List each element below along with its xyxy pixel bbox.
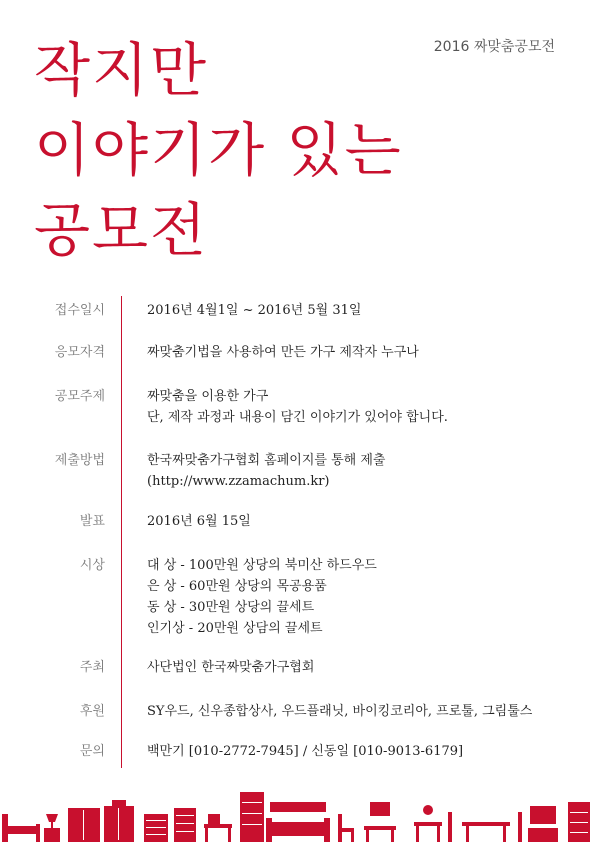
poster-title [34,30,403,270]
title-line: 이야기가 있는 [34,116,403,184]
detail-label: 주최 [79,660,105,675]
detail-line: 짜맞춤기법을 사용하여 만든 가구 제작자 누구나 [147,345,419,360]
detail-line: 2016년 6월 15일 [147,514,251,529]
detail-value [147,555,377,639]
detail-value [147,450,385,492]
detail-line: 인기상 - 20만원 상담의 끌세트 [147,621,323,636]
vertical-divider [121,296,122,768]
title-line: 공모전 [34,196,209,264]
detail-line: (http://www.zzamachum.kr) [147,474,330,489]
lamp-icon [44,814,60,842]
detail-label: 발표 [79,514,105,529]
detail-label: 후원 [79,704,105,719]
detail-value [147,386,448,428]
detail-label: 응모자격 [54,345,105,360]
tv-icon [528,806,558,842]
wardrobe-icon [68,800,134,842]
detail-value [147,300,361,321]
bed-icon [2,814,40,842]
bookshelf-icon [240,792,264,842]
detail-line: 대 상 - 100만원 상당의 북미산 하드우드 [147,558,377,573]
detail-label: 시상 [79,558,105,573]
drawer-chest-icon [144,808,196,842]
sofa-icon [266,802,330,842]
cabinet-icon [568,802,590,842]
detail-value [147,342,419,363]
detail-value [147,511,251,532]
detail-line: 은 상 - 60만원 상당의 목공용품 [147,579,327,594]
furniture-illustration [0,784,595,842]
detail-label: 제출방법 [54,453,105,468]
picture-frame-icon [364,802,396,842]
detail-value [147,741,463,762]
vase-icon [414,805,442,842]
desk-icon [204,814,232,842]
detail-line: 2016년 4월1일 ~ 2016년 5월 31일 [147,303,362,318]
dining-table-icon [448,812,522,842]
detail-line: 사단법인 한국짜맞춤가구협회 [147,660,315,675]
detail-line: 백만기 [010-2772-7945] / 신동일 [010-9013-6179] [147,744,464,759]
detail-line: SY우드, 신우종합상사, 우드플래닛, 바이킹코리아, 프로툴, 그림툴스 [147,704,533,719]
detail-label: 공모주제 [54,389,105,404]
title-line: 작지만 [34,36,209,104]
detail-value [147,657,314,678]
detail-line: 짜맞춤을 이용한 가구 [147,389,269,404]
detail-label: 접수일시 [54,303,105,318]
detail-line: 단, 제작 과정과 내용이 담긴 이야기가 있어야 합니다. [147,410,448,425]
contest-tag: 2016 짜맞춤공모전 [433,39,555,55]
detail-value [147,701,532,722]
detail-label: 문의 [79,744,105,759]
detail-line: 동 상 - 30만원 상당의 끌세트 [147,600,315,615]
chair-icon [338,814,354,842]
detail-line: 한국짜맞춤가구협회 홈페이지를 통해 제출 [147,453,386,468]
